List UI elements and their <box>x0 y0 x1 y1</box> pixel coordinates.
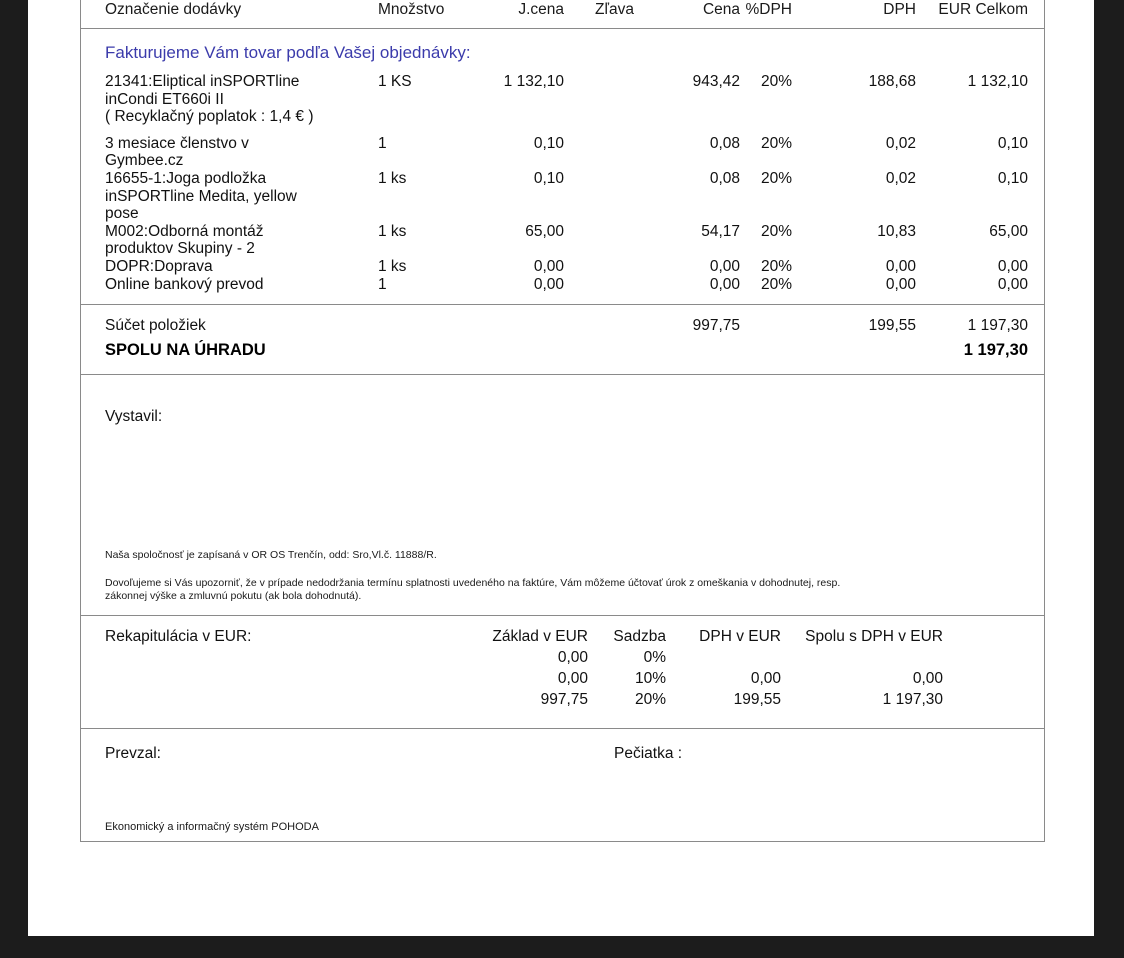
item-total: 1 132,10 <box>967 73 1028 90</box>
item-description <box>105 258 377 276</box>
grand-total-amount: 1 197,30 <box>963 341 1028 360</box>
item-description-line: M002:Odborná montáž <box>105 222 264 240</box>
column-header-discount: Zľava <box>595 1 634 18</box>
item-vat: 0,02 <box>885 134 916 152</box>
grand-total-label: SPOLU NA ÚHRADU <box>105 341 266 360</box>
column-header-description: Označenie dodávky <box>105 1 242 18</box>
subtotal-total: 1 197,30 <box>967 317 1028 335</box>
item-vat: 0,00 <box>885 275 916 293</box>
item-description-line: produktov Skupiny - 2 <box>105 240 255 258</box>
late-payment-notice-line-1: Dovoľujeme si Vás upozorniť, že v prípade nedodržania termínu splatnosti uvedeného na faktúre, Vám môžeme účtovať úrok z omeškania v dohodnutej, resp. <box>105 577 841 590</box>
item-quantity: 1 ks <box>378 169 407 187</box>
item-price: 943,42 <box>692 73 740 90</box>
item-vat-rate: 20% <box>760 257 792 275</box>
system-footer-note: Ekonomický a informačný systém POHODA <box>105 821 319 834</box>
subtotal-vat: 199,55 <box>868 317 916 335</box>
item-price: 0,00 <box>709 275 740 293</box>
totals-section <box>81 305 1044 374</box>
recapitulation-title: Rekapitulácia v EUR: <box>105 628 252 646</box>
grand-total-row <box>81 337 1044 363</box>
item-description-line: ( Recyklačný poplatok : 1,4 € ) <box>105 108 314 126</box>
item-description-line: 16655-1:Joga podložka <box>105 169 267 187</box>
recap-base: 997,75 <box>540 691 588 709</box>
item-unit-price: 0,10 <box>533 134 564 152</box>
item-description-line: 3 mesiace členstvo v <box>105 134 249 152</box>
company-registration-note: Naša spoločnosť je zapísaná v OR OS Trenčín, odd: Sro,Vl.č. 11888/R. <box>105 549 437 562</box>
column-header-vat-rate: %DPH <box>745 1 792 18</box>
item-description-line: inCondi ET660i II <box>105 90 224 108</box>
items-table-header-row <box>81 0 1044 28</box>
stamp-label: Pečiatka : <box>614 745 683 763</box>
signature-section <box>81 729 1044 841</box>
item-description-line: 21341:Eliptical inSPORTline <box>105 73 300 90</box>
divider-bottom-frame <box>81 841 1044 842</box>
table-row <box>81 276 1044 294</box>
item-price: 0,08 <box>709 169 740 187</box>
table-row <box>81 73 1044 126</box>
issuer-label: Vystavil: <box>105 408 163 426</box>
item-vat: 188,68 <box>868 73 916 90</box>
table-row <box>81 258 1044 276</box>
item-description-line: Online bankový prevod <box>105 275 264 293</box>
recap-vat: 199,55 <box>733 691 781 709</box>
item-unit-price: 1 132,10 <box>503 73 564 90</box>
item-description <box>105 135 377 170</box>
recapitulation-row <box>81 647 1044 668</box>
recap-vat: 0,00 <box>750 670 781 688</box>
item-description-line: inSPORTline Medita, yellow <box>105 187 297 205</box>
table-row <box>81 170 1044 223</box>
item-total: 0,10 <box>997 134 1028 152</box>
item-quantity: 1 ks <box>378 257 407 275</box>
subtotal-label: Súčet položiek <box>105 317 206 335</box>
item-vat: 0,02 <box>885 169 916 187</box>
item-total: 0,10 <box>997 169 1028 187</box>
item-quantity: 1 KS <box>378 73 412 90</box>
item-total: 0,00 <box>997 275 1028 293</box>
item-total: 0,00 <box>997 257 1028 275</box>
item-description-line: DOPR:Doprava <box>105 257 213 275</box>
recap-rate: 10% <box>634 670 666 688</box>
table-row <box>81 135 1044 170</box>
item-total: 65,00 <box>989 222 1028 240</box>
item-vat-rate: 20% <box>760 275 792 293</box>
item-description <box>105 223 377 258</box>
column-header-total: EUR Celkom <box>938 1 1028 18</box>
column-header-price: Cena <box>702 1 740 18</box>
subtotal-price: 997,75 <box>692 317 740 335</box>
issuer-section <box>81 375 1044 537</box>
recap-rate: 0% <box>643 649 666 667</box>
invoice-intro-note: Fakturujeme Vám tovar podľa Vašej objednávky: <box>105 43 471 62</box>
recap-vat <box>666 647 781 668</box>
item-price: 0,08 <box>709 134 740 152</box>
recap-total <box>781 647 943 668</box>
item-description-line: pose <box>105 205 139 223</box>
item-vat: 0,00 <box>885 257 916 275</box>
item-vat-rate: 20% <box>760 73 792 90</box>
recapitulation-header-row <box>81 626 1044 647</box>
item-description <box>105 73 377 126</box>
subtotal-row <box>81 315 1044 337</box>
table-row <box>81 223 1044 258</box>
late-payment-notice-line-2: zákonnej výške a zmluvnú pokutu (ak bola dohodnutá). <box>105 590 362 603</box>
item-unit-price: 0,00 <box>533 257 564 275</box>
item-description-line: Gymbee.cz <box>105 152 184 170</box>
legal-notice-section <box>81 537 1044 615</box>
recapitulation-section <box>81 616 1044 728</box>
recap-base: 0,00 <box>557 670 588 688</box>
invoice-table-frame <box>80 0 1045 842</box>
received-by-label: Prevzal: <box>105 745 161 763</box>
column-header-vat: DPH <box>883 1 916 18</box>
recap-total: 1 197,30 <box>882 691 943 709</box>
item-unit-price: 0,00 <box>533 275 564 293</box>
item-quantity: 1 <box>378 275 387 293</box>
recap-base: 0,00 <box>557 649 588 667</box>
item-vat-rate: 20% <box>760 222 792 240</box>
recapitulation-row <box>81 668 1044 689</box>
recapitulation-row <box>81 689 1044 710</box>
item-price: 0,00 <box>709 257 740 275</box>
recap-column-header-vat: DPH v EUR <box>699 628 781 646</box>
column-header-unit-price: J.cena <box>518 1 564 18</box>
item-unit-price: 65,00 <box>525 222 564 240</box>
item-vat-rate: 20% <box>760 134 792 152</box>
item-vat: 10,83 <box>877 222 916 240</box>
invoice-page-sheet <box>28 0 1094 936</box>
item-description <box>105 170 377 223</box>
item-description <box>105 276 377 294</box>
item-quantity: 1 ks <box>378 222 407 240</box>
item-price: 54,17 <box>701 222 740 240</box>
item-vat-rate: 20% <box>760 169 792 187</box>
line-items-body <box>81 73 1044 304</box>
column-header-quantity: Množstvo <box>378 1 445 18</box>
recap-total: 0,00 <box>912 670 943 688</box>
item-quantity: 1 <box>378 134 387 152</box>
item-unit-price: 0,10 <box>533 169 564 187</box>
recap-column-header-total: Spolu s DPH v EUR <box>805 628 943 646</box>
recap-rate: 20% <box>634 691 666 709</box>
recap-column-header-rate: Sadzba <box>613 628 666 646</box>
recap-column-header-base: Základ v EUR <box>492 628 588 646</box>
